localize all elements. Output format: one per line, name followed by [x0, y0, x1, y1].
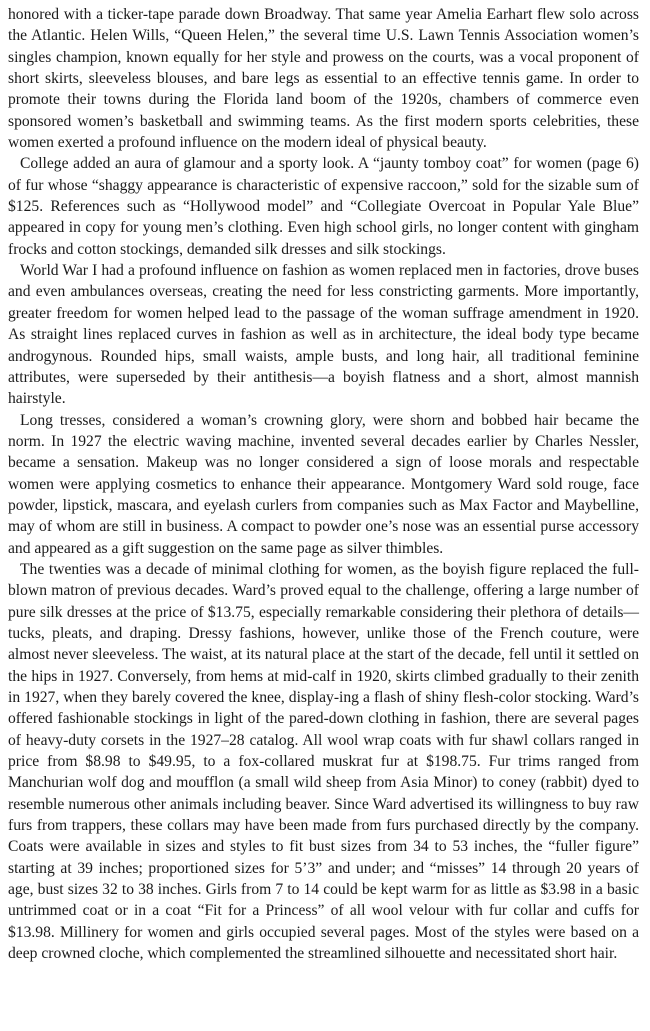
- paragraph-college: College added an aura of glamour and a sporty look. A “jaunty tomboy coat” for women (page 6) of fur whose “shaggy appearance is characteristic of expensive raccoon,” sold for the sizable sum of $125. References such as “Hollywood model” and “Collegiate Overcoat in Popular Yale Blue” appeared in copy for young men’s clothing. Even high school girls, no longer content with gingham frocks and cotton stockings, demanded silk dresses and silk stockings.: [8, 155, 639, 258]
- paragraph-world-war: World War I had a profound influence on fashion as women replaced men in factories, drove buses and even ambulances overseas, creating the need for less constricting garments. More importantly, greater freedom for women helped lead to the passage of the woman suffrage amendment in 1920. As straight lines replaced curves in fashion as well as in architecture, the ideal body type became androgynous. Rounded hips, small waists, ample busts, and long hair, all traditional feminine attributes, were superseded by their antithesis—a boyish flatness and a short, almost mannish hairstyle.: [8, 262, 639, 408]
- paragraph-continuation: honored with a ticker-tape parade down Broadway. That same year Amelia Earhart flew solo across the Atlantic. Helen Wills, “Queen Helen,” the several time U.S. Lawn Tennis Association women’s singles champion, known equally for her style and prowess on the courts, was a vocal proponent of short skirts, sleeveless blouses, and bare legs as essential to an effective tennis game. In order to promote their towns during the Florida land boom of the 1920s, chambers of commerce even sponsored women’s basketball and swimming teams. As the first modern sports celebrities, these women exerted a profound influence on the modern ideal of physical beauty.: [8, 6, 639, 152]
- paragraph-long-tresses: Long tresses, considered a woman’s crowning glory, were shorn and bobbed hair became the norm. In 1927 the electric waving machine, invented several decades earlier by Charles Nessler, became a sensation. Makeup was no longer considered a sign of loose morals and respectable women were applying cosmetics to enhance their appearance. Montgomery Ward sold rouge, face powder, lipstick, mascara, and eyelash curlers from companies such as Max Factor and Maybelline, may of whom are still in business. A compact to powder one’s nose was an essential purse accessory and appeared as a gift suggestion on the same page as silver thimbles.: [8, 411, 639, 557]
- book-page: [8, 4, 639, 964]
- paragraph-twenties: The twenties was a decade of minimal clothing for women, as the boyish figure replaced the full-blown matron of previous decades. Ward’s proved equal to the challenge, offering a large number of pure silk dresses at the price of $13.75, especially remarkable considering their plethora of details—tucks, pleats, and draping. Dressy fashions, however, unlike those of the French couture, were almost never sleeveless. The waist, at its natural place at the start of the decade, fell until it settled on the hips in 1927. Conversely, from hems at mid-calf in 1920, skirts climbed gradually to their zenith in 1927, when they barely covered the knee, display-ing a flash of shiny flesh-color stocking. Ward’s offered fashionable stockings in light of the pared-down clothing in fashion, there are several pages of heavy-duty corsets in the 1927–28 catalog. All wool wrap coats with fur shawl collars ranged in price from $8.98 to $49.95, to a fox-collared muskrat fur at $198.75. Fur trims ranged from Manchurian wolf dog and moufflon (a small wild sheep from Asia Minor) to coney (rabbit) dyed to resemble numerous other animals including beaver. Since Ward advertised its willingness to buy raw furs from trappers, these collars may have been made from furs purchased directly by the company. Coats were available in sizes and styles to fit bust sizes from 34 to 53 inches, the “fuller figure” starting at 39 inches; proportioned sizes for 5’3” and under; and “misses” 14 through 20 years of age, bust sizes 32 to 38 inches. Girls from 7 to 14 could be kept warm for as little as $3.98 in a basic untrimmed coat or in a coat “Fit for a Princess” of all wool velour with fur collar and cuffs for $13.98. Millinery for women and girls occupied several pages. Most of the styles were based on a deep crowned cloche, which complemented the streamlined silhouette and necessitated short hair.: [8, 560, 639, 963]
